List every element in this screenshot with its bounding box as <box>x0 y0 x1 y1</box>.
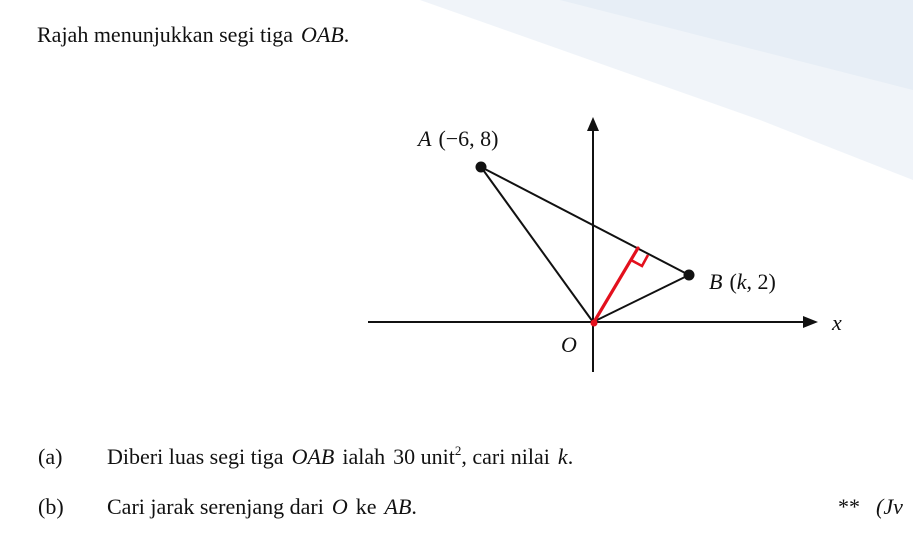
question-b-part1: Cari jarak serenjang dari <box>107 494 324 519</box>
question-a-part1: Diberi luas segi tiga <box>107 444 284 469</box>
question-b-cutoff: (Jv <box>876 494 903 519</box>
label-B-open: ( <box>729 269 737 294</box>
question-a-part3: , cari nilai <box>461 444 550 469</box>
question-a-triangle: OAB <box>291 444 335 469</box>
point-A-dot <box>476 162 487 173</box>
label-A-letter: A <box>418 126 432 151</box>
point-O-dot <box>591 320 598 327</box>
triangle-name: OAB <box>301 22 344 47</box>
question-a-text <box>107 444 573 470</box>
intro-period: . <box>343 22 350 47</box>
label-A <box>416 126 499 151</box>
question-b-text <box>107 494 417 520</box>
question-b-marker: ** <box>838 494 860 519</box>
question-b-marks <box>838 494 903 520</box>
question-b-label: (b) <box>38 494 64 519</box>
label-x: x <box>832 310 842 335</box>
question-b-segment: AB <box>384 494 412 519</box>
question-b-point: O <box>331 494 348 519</box>
intro-sentence: Rajah menunjukkan segi tiga <box>37 22 293 47</box>
label-B-letter: B <box>709 269 723 294</box>
label-A-coords: (−6, 8) <box>438 126 499 151</box>
question-a-label: (a) <box>38 444 63 469</box>
question-a-exponent: 2 <box>454 443 462 458</box>
label-B-k: k <box>736 269 747 294</box>
question-a-period: . <box>567 444 574 469</box>
x-axis-arrowhead <box>803 316 818 328</box>
label-B-rest: , 2) <box>746 269 776 294</box>
question-b-period: . <box>411 494 417 519</box>
side-OA <box>481 167 593 322</box>
question-a-part2: ialah <box>342 444 386 469</box>
question-a-area: 30 unit <box>393 444 455 469</box>
side-AB <box>481 167 689 275</box>
question-b-part2: ke <box>355 494 377 519</box>
label-B <box>709 269 776 294</box>
label-O: O <box>561 332 577 357</box>
y-axis-arrowhead <box>587 117 599 131</box>
point-B-dot <box>684 270 695 281</box>
question-a-variable: k <box>557 444 568 469</box>
